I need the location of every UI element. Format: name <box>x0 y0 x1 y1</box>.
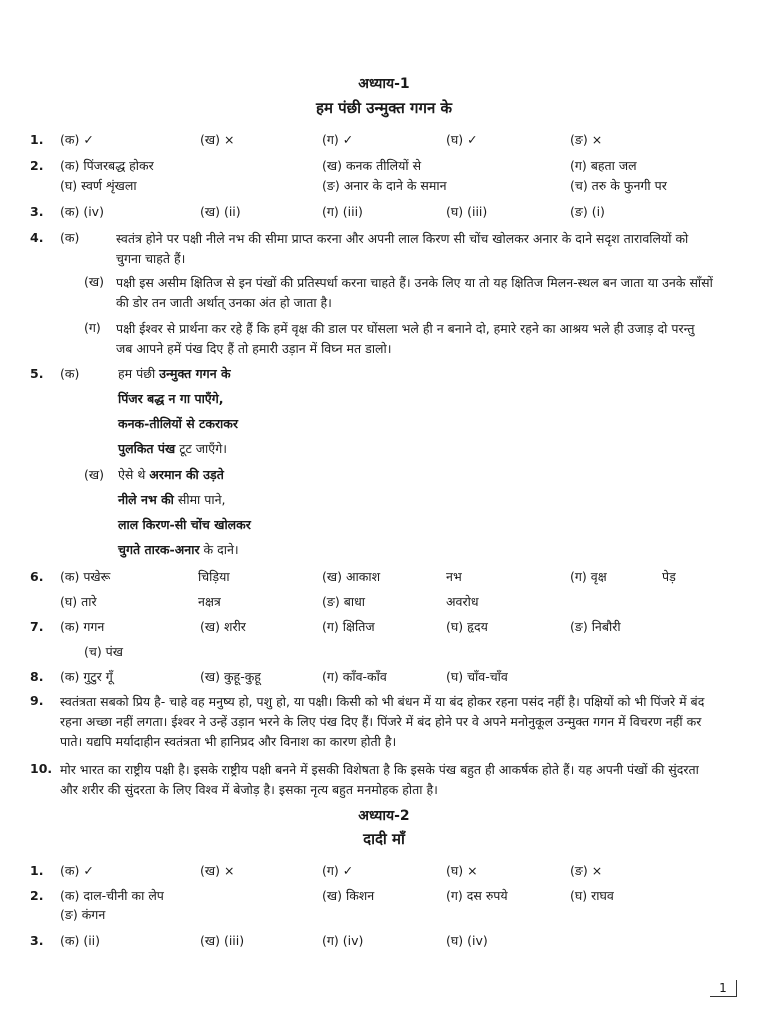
poem-b-line-4: चुगते तारक-अनार के दाने। <box>118 542 239 557</box>
answer-b: (ख) शरीर <box>200 619 246 634</box>
answer-a: (क) दाल-चीनी का लेप <box>60 888 164 903</box>
answer-c: (ग) बहता जल <box>570 158 637 173</box>
part-c-label: (ग) <box>84 320 101 335</box>
question-number: 10. <box>30 761 53 776</box>
poem-a-line-2: पिंजर बद्ध न गा पाएँगे, <box>118 391 224 406</box>
answer-b: (ख) × <box>200 863 235 878</box>
question-number: 1. <box>30 132 44 147</box>
part-c-answer: पक्षी ईश्वर से प्रार्थना कर रहे हैं कि हमें वृक्ष की डाल पर घोंसला भले ही न बनाने दो, हमारे रहने का आश्रय भले ही उजाड़ दो परन्तु जब आपने हमें पंख दिए हैं तो हमारी उड़ान में विघ्न मत डालो। <box>116 321 695 356</box>
word-d: (घ) तारे <box>60 594 97 609</box>
answer-d: (घ) × <box>446 863 478 878</box>
answer-c: (ग) काँव-काँव <box>322 669 387 684</box>
question-number: 9. <box>30 693 44 708</box>
question-number: 3. <box>30 933 44 948</box>
answer-a: (क) गुटुर गूँ <box>60 669 113 684</box>
answer-d: (घ) (iii) <box>446 204 488 219</box>
question-number: 5. <box>30 366 44 381</box>
answer-d: (घ) (iv) <box>446 933 488 948</box>
part-a-answer: स्वतंत्र होने पर पक्षी नीले नभ की सीमा प्राप्त करना और अपनी लाल किरण सी चोंच खोलकर अनार के दाने सदृश तारावलियों को चुगना चाहते हैं। <box>116 231 689 266</box>
answer-e: (ङ) × <box>570 863 603 878</box>
chapter-1-label: अध्याय-1 <box>358 76 410 92</box>
question-number: 4. <box>30 230 44 245</box>
part-a-label: (क) <box>60 230 80 245</box>
page-number: 1 <box>710 980 737 997</box>
question-number: 3. <box>30 204 44 219</box>
question-number: 6. <box>30 569 44 584</box>
answer-b: (ख) × <box>200 132 235 147</box>
synonym-e: अवरोध <box>446 594 479 609</box>
chapter-1-title: हम पंछी उन्मुक्त गगन के <box>315 99 453 117</box>
answer-a: (क) ✓ <box>60 132 94 147</box>
word-c: (ग) वृक्ष <box>570 569 607 584</box>
poem-b-line-3: लाल किरण-सी चोंच खोलकर <box>118 517 251 532</box>
answer-d: (घ) ✓ <box>446 132 478 147</box>
answer-d: (घ) स्वर्ण शृंखला <box>60 178 137 193</box>
question-number: 2. <box>30 888 44 903</box>
poem-a-line-1: हम पंछी उन्मुक्त गगन के <box>118 366 231 381</box>
poem-a-line-4: पुलकित पंख टूट जाएँगे। <box>118 441 227 456</box>
answer-d: (घ) राघव <box>570 888 614 903</box>
answer-e: (ङ) अनार के दाने के समान <box>322 178 447 193</box>
answer-b: (ख) (iii) <box>200 933 245 948</box>
word-e: (ङ) बाधा <box>322 594 365 609</box>
answer-e: (ङ) (i) <box>570 204 605 219</box>
synonym-b: नभ <box>446 569 462 584</box>
part-b-label: (ख) <box>84 467 104 482</box>
answer-c: (ग) दस रुपये <box>446 888 508 903</box>
answer-a: (क) गगन <box>60 619 105 634</box>
answer-d: (घ) हृदय <box>446 619 488 634</box>
answer-b: (ख) (ii) <box>200 204 241 219</box>
answer-e: (ङ) × <box>570 132 603 147</box>
answer-f: (च) तरु के फुनगी पर <box>570 178 667 193</box>
answer-c: (ग) ✓ <box>322 863 354 878</box>
answer-b: (ख) कुहू-कुहू <box>200 669 261 684</box>
question-number: 8. <box>30 669 44 684</box>
synonym-a: चिड़िया <box>198 569 230 584</box>
answer-paragraph: मोर भारत का राष्ट्रीय पक्षी है। इसके राष्ट्रीय पक्षी बनने में इसकी विशेषता है कि इसके पंख बहुत ही आकर्षक होते हैं। यह अपनी पंखों की सुंदरता और शरीर की सुंदरता के लिए विश्व में बेजोड़ है। इसका नृत्य बहुत मनमोहक होता है। <box>60 762 699 797</box>
poem-b-line-1: ऐसे थे अरमान की उड़ते <box>118 467 224 482</box>
answer-e: (ङ) कंगन <box>60 907 106 922</box>
question-number: 2. <box>30 158 44 173</box>
answer-d: (घ) चाँव-चाँव <box>446 669 508 684</box>
question-number: 1. <box>30 863 44 878</box>
answer-c: (ग) ✓ <box>322 132 354 147</box>
chapter-2-title: दादी माँ <box>363 830 405 848</box>
answer-a: (क) पिंजरबद्ध होकर <box>60 158 154 173</box>
poem-b-line-2: नीले नभ की सीमा पाने, <box>118 492 226 507</box>
question-number: 7. <box>30 619 44 634</box>
part-b-answer: पक्षी इस असीम क्षितिज से इन पंखों की प्रतिस्पर्धा करना चाहते हैं। उनके लिए या तो यह क्षितिज मिलन-स्थल बन जाता या उनके साँसों की डोर तन जाती अर्थात् उनका अंत हो जाता है। <box>116 275 713 310</box>
answer-paragraph: स्वतंत्रता सबको प्रिय है- चाहे वह मनुष्य हो, पशु हो, या पक्षी। किसी को भी बंधन में या बंद होकर रहना पसंद नहीं है। पक्षियों को भी पिंजरे में बंद रहना अच्छा नहीं लगता। ईश्वर ने उन्हें उड़ान भरने के लिए पंख दिए हैं। पिंजरे में बंद होने पर वे अपने मनोनुकूल उन्मुक्त गगन में विचरण नहीं कर पाते। यद्यपि मर्यादाहीन स्वतंत्रता भी हानिप्रद और विनाश का कारण होती है। <box>60 694 705 749</box>
chapter-2-label: अध्याय-2 <box>358 808 410 824</box>
synonym-d: नक्षत्र <box>198 594 221 609</box>
word-a: (क) पखेरू <box>60 569 111 584</box>
answer-e: (ङ) निबौरी <box>570 619 621 634</box>
part-a-label: (क) <box>60 366 80 381</box>
answer-a: (क) ✓ <box>60 863 94 878</box>
poem-a-line-3: कनक-तीलियों से टकराकर <box>118 416 239 431</box>
word-b: (ख) आकाश <box>322 569 381 584</box>
synonym-c: पेड़ <box>662 569 676 584</box>
answer-f: (च) पंख <box>84 644 123 659</box>
answer-b: (ख) कनक तीलियों से <box>322 158 422 173</box>
answer-c: (ग) (iv) <box>322 933 364 948</box>
answer-a: (क) (iv) <box>60 204 104 219</box>
part-b-label: (ख) <box>84 274 104 289</box>
answer-a: (क) (ii) <box>60 933 101 948</box>
answer-c: (ग) (iii) <box>322 204 363 219</box>
answer-c: (ग) क्षितिज <box>322 619 375 634</box>
answer-b: (ख) किशन <box>322 888 375 903</box>
